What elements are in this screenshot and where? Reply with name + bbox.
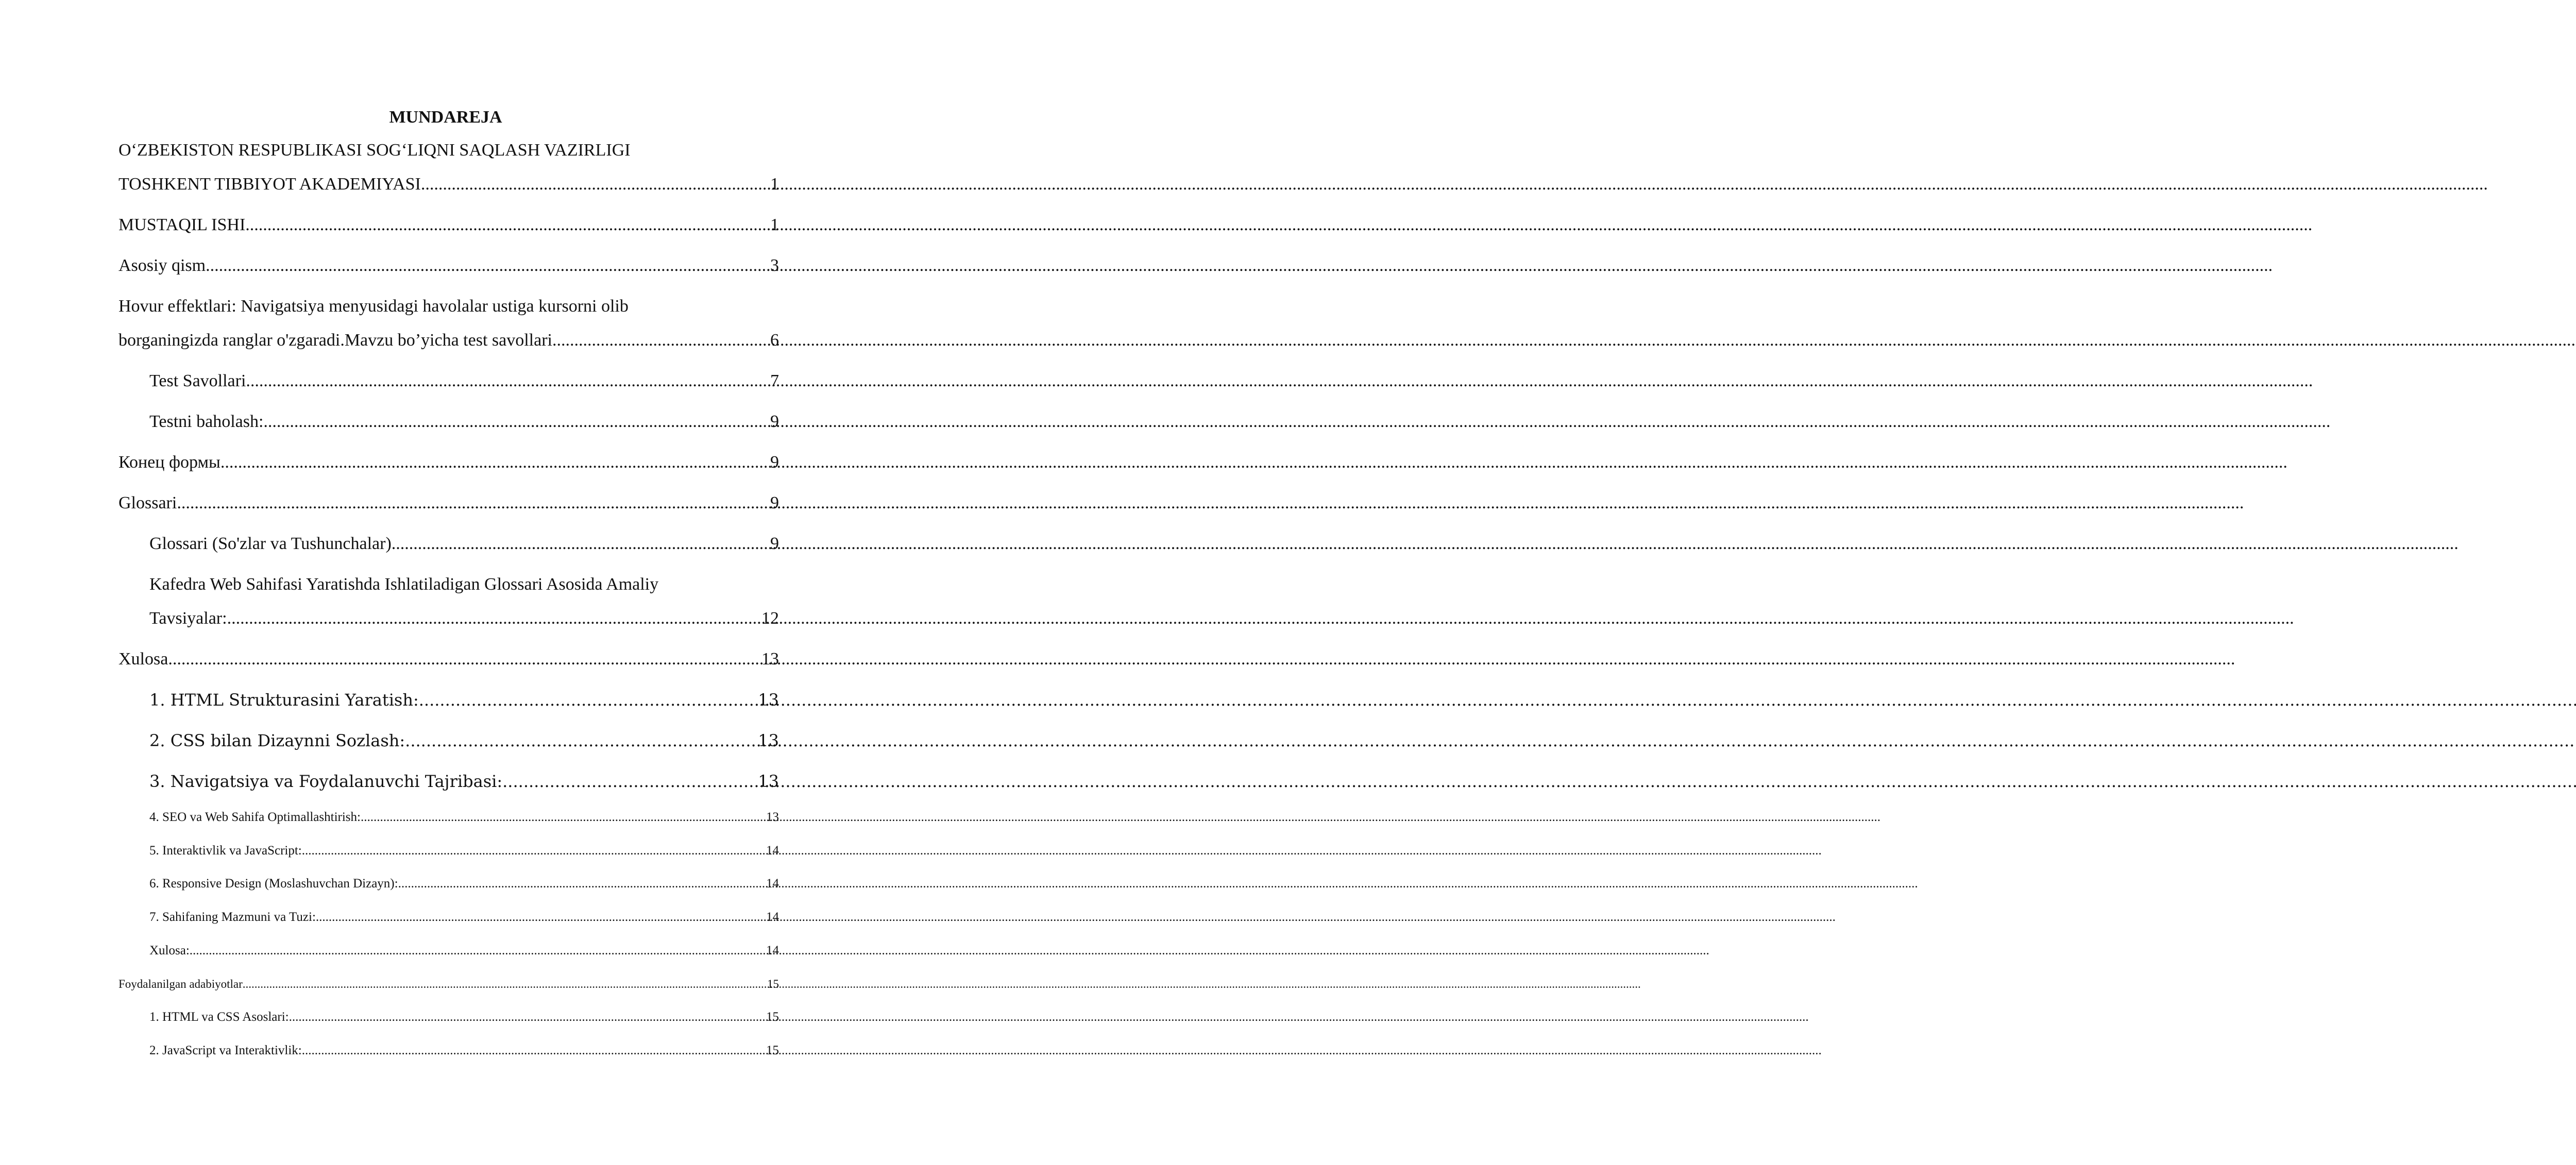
toc-entry[interactable]: [149, 730, 779, 751]
toc-page-number: 13: [758, 731, 779, 750]
toc-entry[interactable]: [149, 1043, 779, 1058]
toc-entry-title: Xulosa:: [149, 944, 190, 957]
toc-leader-dots: [502, 771, 757, 792]
toc-leader-dots: [398, 876, 765, 892]
toc-leader-dots: [206, 255, 769, 276]
toc-entry[interactable]: [149, 371, 779, 391]
toc-entry-title: 1. HTML va CSS Asoslari:: [149, 1010, 289, 1024]
toc-page-number: 15: [766, 1010, 779, 1024]
toc-entry-title: 5. Interaktivlik va JavaScript:: [149, 844, 302, 858]
toc-entry[interactable]: [149, 910, 779, 925]
toc-entry-line1: Kafedra Web Sahifasi Yaratishda Ishlatiladigan Glossari Asosida Amaliy: [149, 575, 659, 594]
toc-leader-dots: [245, 215, 769, 235]
toc-page-number: 7: [770, 371, 779, 390]
toc-entry-title: Testni baholash:: [149, 412, 264, 431]
toc-leader-dots: [316, 910, 765, 925]
toc-entry-title: 1. HTML Strukturasini Yaratish:: [149, 690, 419, 710]
toc-leader-dots: [177, 493, 769, 513]
toc-entry-title: Xulosa: [118, 649, 168, 669]
toc-entry-title: MUSTAQIL ISHI: [118, 215, 246, 234]
table-of-contents: [0, 0, 824, 1165]
toc-leader-dots: [227, 608, 760, 629]
toc-entry[interactable]: [149, 1009, 779, 1025]
toc-page-number: 14: [766, 844, 779, 858]
toc-page-number: 15: [767, 978, 779, 990]
toc-entry[interactable]: [118, 649, 779, 670]
toc-leader-dots: [392, 534, 769, 554]
toc-title: MUNDAREJA: [389, 108, 502, 127]
toc-entry[interactable]: [149, 771, 779, 792]
toc-leader-dots: [289, 1009, 765, 1025]
toc-page-number: 9: [770, 453, 779, 472]
toc-page-number: 14: [766, 910, 779, 924]
toc-page-number: 14: [766, 877, 779, 890]
toc-entry[interactable]: [149, 943, 779, 958]
toc-leader-dots: [190, 943, 765, 958]
toc-entry[interactable]: [149, 608, 779, 629]
toc-leader-dots: [168, 649, 760, 670]
toc-entry-title: Foydalanilgan adabiyotlar: [118, 978, 243, 990]
toc-entry[interactable]: [149, 690, 779, 710]
toc-leader-dots: [419, 690, 757, 710]
toc-entry-title: 3. Navigatsiya va Foydalanuvchi Tajribasi:: [149, 772, 503, 791]
toc-entry[interactable]: [118, 330, 779, 351]
toc-entry[interactable]: [149, 876, 779, 892]
toc-leader-dots: [221, 452, 769, 473]
toc-entry[interactable]: [118, 174, 779, 195]
toc-entry-title: Glossari: [118, 493, 177, 512]
toc-leader-dots: [552, 330, 769, 351]
toc-page-number: 1: [770, 175, 779, 194]
toc-entry-title: Glossari (So'zlar va Tushunchalar): [149, 534, 392, 553]
toc-page-number: 12: [761, 609, 779, 628]
toc-page-number: 9: [770, 493, 779, 512]
toc-entry-title: 7. Sahifaning Mazmuni va Tuzi:: [149, 910, 316, 924]
toc-entry-title: Конец формы: [118, 453, 221, 472]
toc-leader-dots: [405, 730, 757, 751]
toc-entry[interactable]: [149, 412, 779, 432]
toc-page-number: 9: [770, 412, 779, 431]
toc-entry-title: Test Savollari: [149, 371, 246, 390]
toc-page-number: 13: [758, 772, 779, 791]
toc-leader-dots: [243, 977, 766, 991]
toc-leader-dots: [263, 412, 769, 432]
toc-page-number: 13: [761, 649, 779, 669]
toc-page-number: 13: [766, 810, 779, 824]
toc-page-number: 14: [766, 944, 779, 957]
toc-leader-dots: [421, 174, 769, 195]
toc-entry-title: borganingizda ranglar o'zgaradi.Mavzu bo’yicha test savollari: [118, 331, 552, 350]
toc-leader-dots: [361, 810, 765, 825]
toc-entry[interactable]: [118, 977, 779, 991]
toc-page-number: 15: [766, 1043, 779, 1057]
toc-page-number: 3: [770, 256, 779, 275]
toc-entry[interactable]: [118, 255, 779, 276]
toc-page-number: 1: [770, 215, 779, 234]
toc-entry-title: TOSHKENT TIBBIYOT AKADEMIYASI: [118, 175, 421, 194]
toc-entry-title: 4. SEO va Web Sahifa Optimallashtirish:: [149, 810, 361, 824]
toc-entry-line1: O‘ZBEKISTON RESPUBLIKASI SOG‘LIQNI SAQLASH VAZIRLIGI: [118, 141, 631, 160]
toc-entry-title: Tavsiyalar:: [149, 609, 227, 628]
toc-entry[interactable]: [118, 493, 779, 513]
toc-entry-title: 2. JavaScript va Interaktivlik:: [149, 1043, 302, 1057]
toc-entry-title: 6. Responsive Design (Moslashuvchan Dizayn):: [149, 877, 398, 890]
toc-entry[interactable]: [118, 215, 779, 235]
toc-page-number: 9: [770, 534, 779, 553]
toc-page-number: 13: [758, 690, 779, 710]
toc-entry-title: Asosiy qism: [118, 256, 206, 275]
toc-entry[interactable]: [149, 534, 779, 554]
toc-entry-line1: Hovur effektlari: Navigatsiya menyusidagi havolalar ustiga kursorni olib: [118, 297, 629, 316]
toc-entry[interactable]: [118, 452, 779, 473]
toc-leader-dots: [246, 371, 769, 391]
toc-page-number: 6: [770, 331, 779, 350]
toc-leader-dots: [302, 843, 765, 859]
toc-entry[interactable]: [149, 810, 779, 825]
document-page: [0, 0, 824, 1165]
toc-leader-dots: [302, 1043, 765, 1058]
toc-entry-title: 2. CSS bilan Dizaynni Sozlash:: [149, 731, 405, 750]
toc-entry[interactable]: [149, 843, 779, 859]
